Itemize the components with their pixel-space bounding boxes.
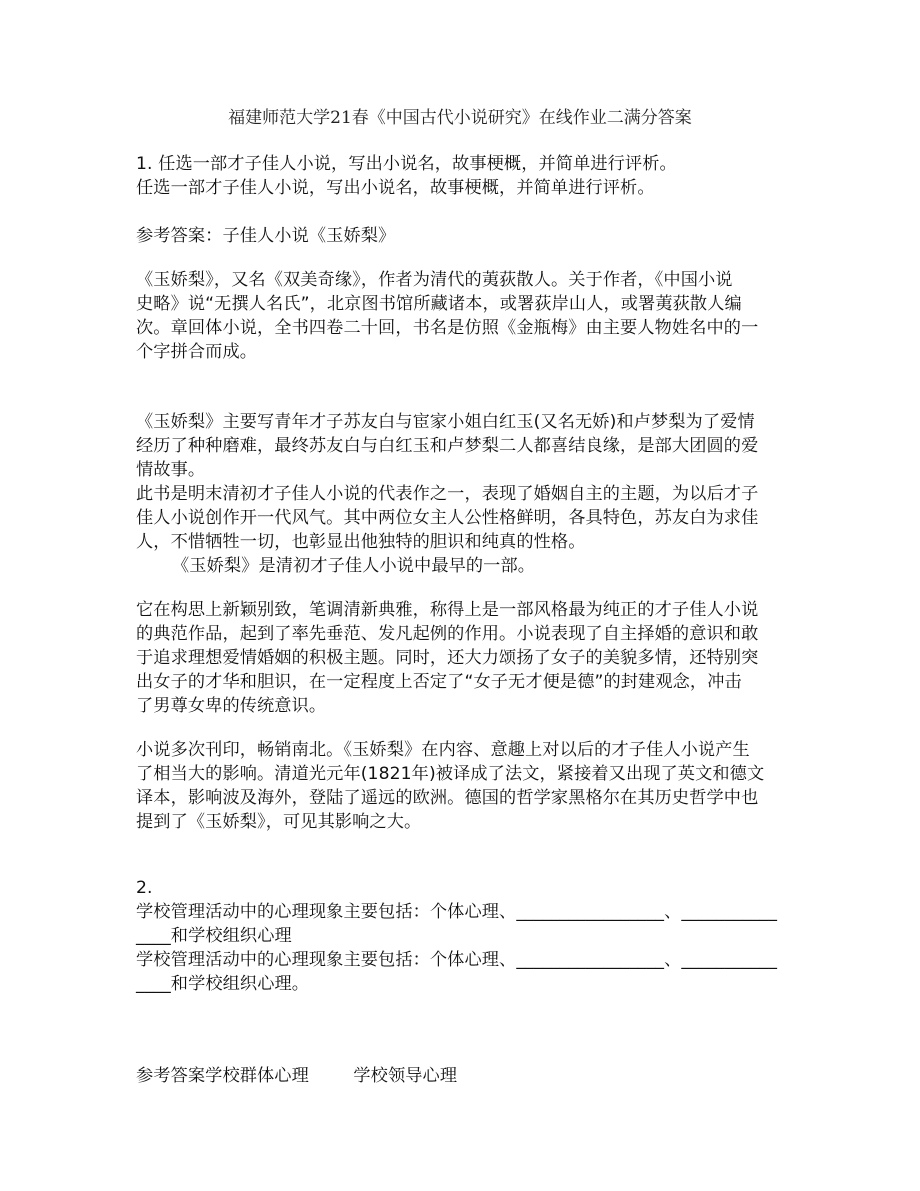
paragraph-line: 于追求理想爱情婚姻的积极主题。同时，还大力颂扬了女子的美貌多情，还特别突: [136, 648, 759, 668]
question-2: [136, 876, 786, 996]
answer-1-paragraph-4: [136, 598, 786, 718]
answer-1-label-text: 参考答案：子佳人小说《玉娇梨》: [136, 226, 396, 246]
paragraph-line: 《玉娇梨》是清初才子佳人小说中最早的一部。: [172, 556, 536, 576]
answer-1-paragraph-1: [136, 268, 786, 364]
paragraph-line: 经历了种种磨难，最终苏友白与白红玉和卢梦梨二人都喜结良缘，是部大团圆的爱: [136, 436, 759, 456]
answer-2: [136, 1016, 786, 1136]
question-2-text-line: 学校管理活动中的心理现象主要包括：个体心理、_________________、___________: [136, 902, 778, 922]
question-2-number: 2.: [136, 878, 153, 898]
question-2-repeat-line: 学校管理活动中的心理现象主要包括：个体心理、_________________、___________: [136, 950, 778, 970]
paragraph-line: 《玉娇梨》，又名《双美奇缘》，作者为清代的荑荻散人。关于作者，《中国小说: [136, 270, 733, 290]
paragraph-line: 小说多次刊印，畅销南北。《玉娇梨》在内容、意趣上对以后的才子佳人小说产生: [136, 740, 750, 760]
paragraph-line: 佳人小说创作开一代风气。其中两位女主人公性格鲜明，各具特色，苏友白为求佳: [136, 508, 759, 528]
paragraph-line: 它在构思上新颖别致，笔调清新典雅，称得上是一部风格最为纯正的才子佳人小说: [136, 600, 759, 620]
answer-1-label: [136, 224, 786, 248]
paragraph-line: 情故事。: [136, 460, 206, 480]
paragraph-line: 译本，影响波及海外，登陆了遥远的欧洲。德国的哲学家黑格尔在其历史哲学中也: [136, 788, 759, 808]
answer-1-paragraph-2: [136, 410, 786, 482]
answer-1-paragraph-5: [136, 738, 786, 834]
paragraph-line: 此书是明末清初才子佳人小说的代表作之一，表现了婚姻自主的主题，为以后才子: [136, 484, 759, 504]
answer-2-text: 参考答案学校群体心理 学校领导心理: [136, 1066, 458, 1086]
question-2-repeat-line: ____和学校组织心理。: [136, 974, 310, 994]
document-title: 福建师范大学21春《中国古代小说研究》在线作业二满分答案: [228, 108, 692, 128]
paragraph-line: 的典范作品，起到了率先垂范、发凡起例的作用。小说表现了自主择婚的意识和敢: [136, 624, 759, 644]
question-2-text-line: ____和学校组织心理: [136, 926, 292, 946]
paragraph-line: 个字拼合而成。: [136, 342, 258, 362]
paragraph-line: 了男尊女卑的传统意识。: [136, 696, 327, 716]
paragraph-line: 人，不惜牺牲一切，也彰显出他独特的胆识和纯真的性格。: [136, 532, 586, 552]
question-1: [136, 152, 786, 200]
paragraph-line: 出女子的才华和胆识，在一定程度上否定了“女子无才便是德”的封建观念，冲击: [136, 672, 742, 692]
paragraph-line: 了相当大的影响。清道光元年(1821年)被译成了法文，紧接着又出现了英文和德文: [136, 764, 765, 784]
paragraph-line: 提到了《玉娇梨》，可见其影响之大。: [136, 812, 422, 832]
paragraph-line: 史略》说“无撰人名氏”，北京图书馆所藏诸本，或署荻岸山人，或署荑荻散人编: [136, 294, 742, 314]
paragraph-line: 次。章回体小说，全书四卷二十回，书名是仿照《金瓶梅》由主要人物姓名中的一: [136, 318, 759, 338]
answer-1-paragraph-3: [136, 482, 786, 578]
question-1-repeat: 任选一部才子佳人小说，写出小说名，故事梗概，并简单进行评析。: [136, 178, 655, 198]
paragraph-line: 《玉娇梨》主要写青年才子苏友白与宦家小姐白红玉(又名无娇)和卢梦梨为了爱情: [136, 412, 755, 432]
question-1-text: 1. 任选一部才子佳人小说，写出小说名，故事梗概，并简单进行评析。: [136, 154, 677, 174]
